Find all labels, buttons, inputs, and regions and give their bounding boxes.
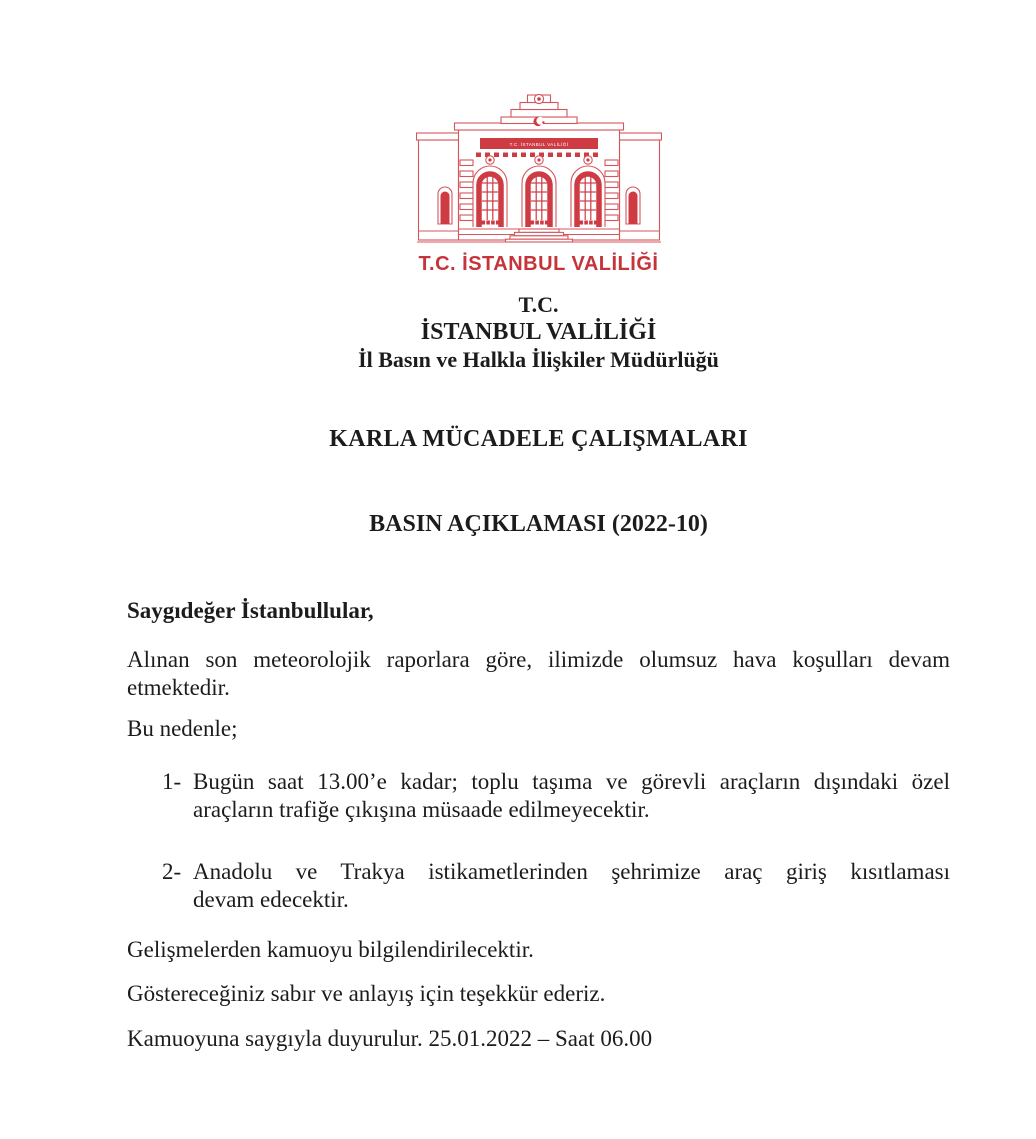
building-illustration [416,94,662,244]
press-release-number: BASIN AÇIKLAMASI (2022-10) [369,511,708,537]
letterhead-tc: T.C. [518,292,559,317]
list-item-text: Anadolu ve Trakya istikametlerinden şehrimize araç giriş kısıtlaması [193,859,950,884]
paragraph-line: etmektedir. [127,675,230,700]
closing-line: Kamuoyuna saygıyla duyurulur. 25.01.2022 – Saat 06.00 [127,1026,653,1051]
paragraph-tesekkur: Göstereceğiniz sabır ve anlayış için teşekkür ederiz. [127,981,606,1006]
paragraph-weather [127,646,950,702]
document-body [127,597,950,1053]
list-item [127,858,950,914]
numbered-list [127,768,950,914]
list-item-number: 2- [162,859,182,884]
governorship-logo [127,0,950,276]
document-title: KARLA MÜCADELE ÇALIŞMALARI [329,426,748,452]
paragraph-gelismeler: Gelişmelerden kamuoyu bilgilendirilecektir. [127,937,534,962]
list-item-text: araçların trafiğe çıkışına müsaade edilmeyecektir. [193,797,650,822]
list-item [127,768,950,824]
arched-windows [473,156,605,227]
letterhead-mudurlugu: İl Basın ve Halkla İlişkiler Müdürlüğü [358,347,719,372]
letterhead [127,291,950,373]
letterhead-istanbul-valiligi: İSTANBUL VALİLİĞİ [420,319,657,345]
logo-caption: T.C. İSTANBUL VALİLİĞİ [418,253,659,275]
list-item-text: devam edecektir. [193,887,349,912]
list-item-text: Bugün saat 13.00’e kadar; toplu taşıma ve görevli araçların dışındaki özel [193,769,950,794]
salutation: Saygıdeğer İstanbullular, [127,598,374,623]
list-item-number: 1- [162,769,182,794]
paragraph-line: Alınan son meteorolojik raporlara göre, ilimizde olumsuz hava koşulları devam [127,647,950,672]
logo-banner-text: T.C. İSTANBUL VALİLİĞİ [509,141,568,147]
paragraph-bu-nedenle: Bu nedenle; [127,716,238,741]
